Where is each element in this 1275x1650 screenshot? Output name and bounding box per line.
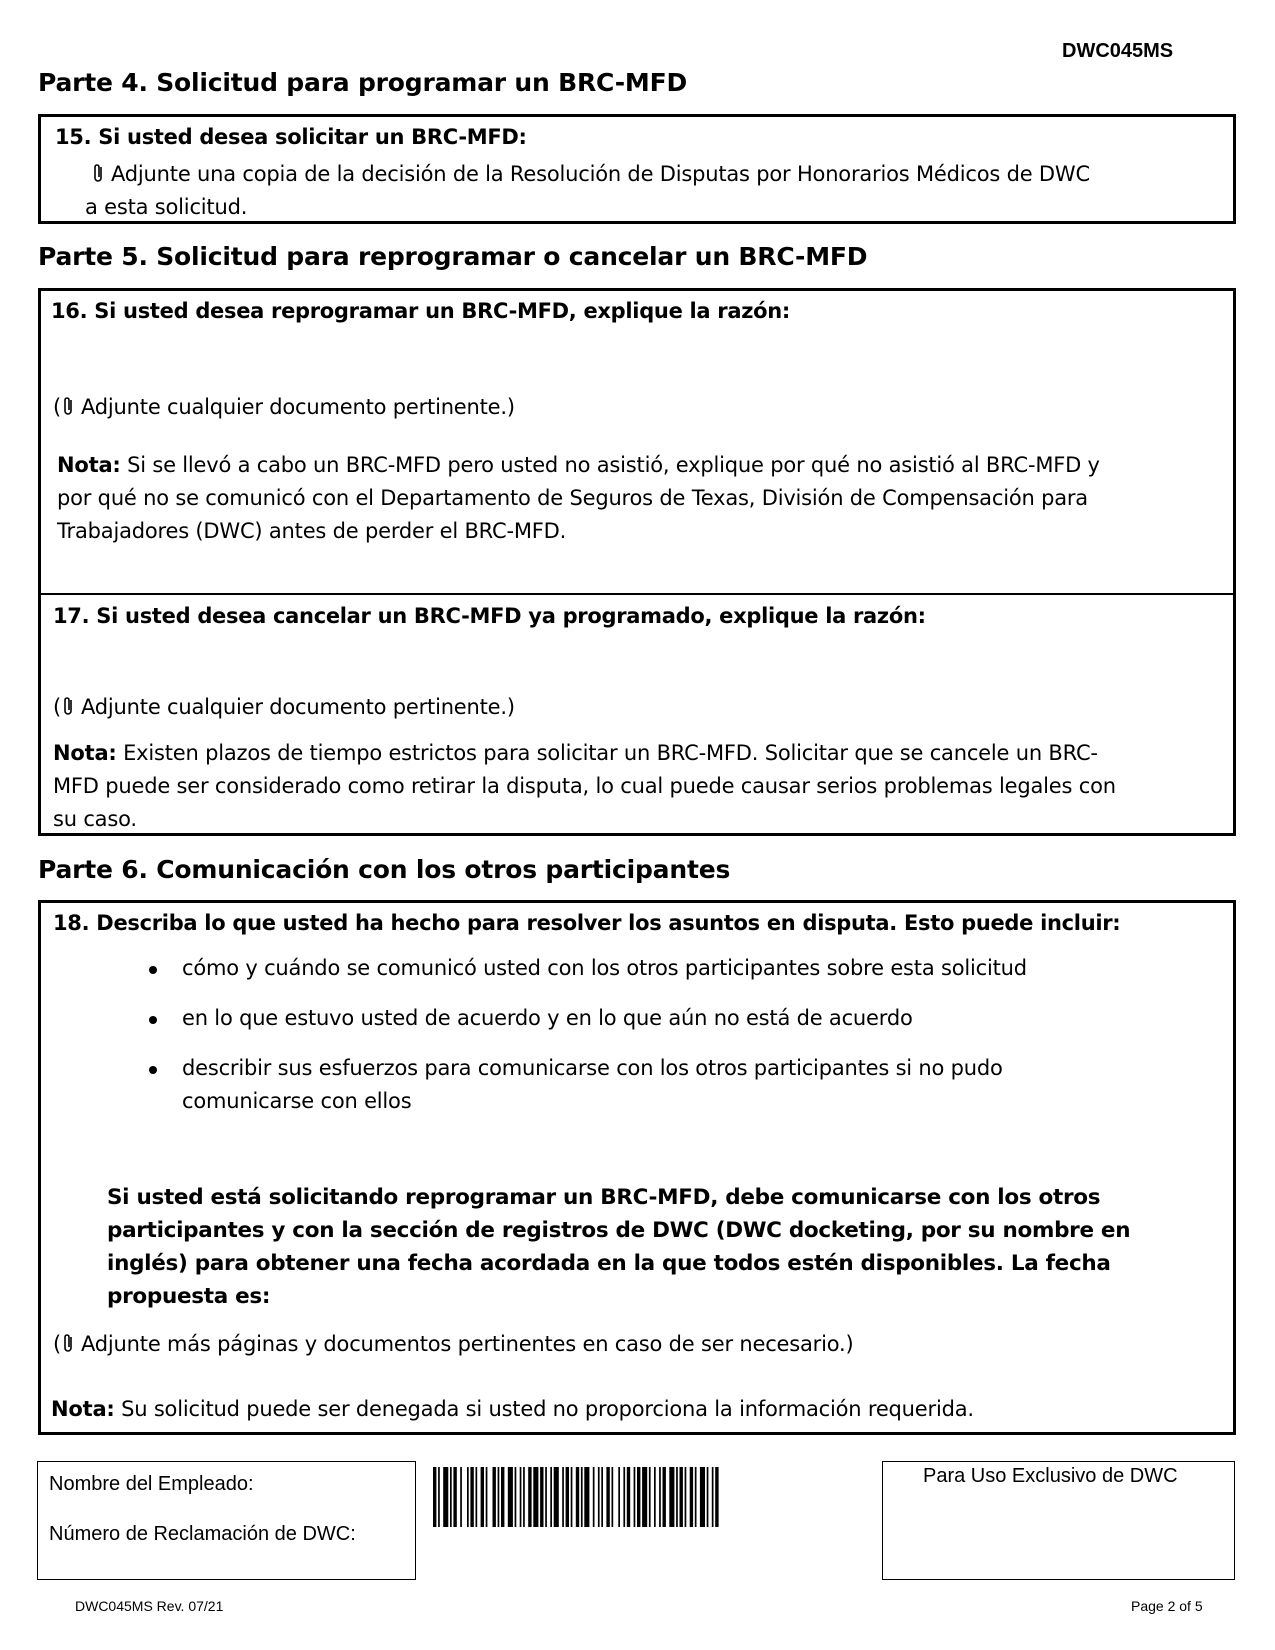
barcode-bar xyxy=(663,1467,666,1527)
part-6-box xyxy=(38,900,1236,1435)
part-4-title: Parte 4. Solicitud para programar un BRC-MFD xyxy=(38,68,688,97)
barcode-bar xyxy=(571,1467,573,1527)
bullet xyxy=(149,1066,157,1074)
question-15-line-1 xyxy=(91,158,1090,191)
barcode-bar xyxy=(634,1467,636,1527)
question-16-attachment xyxy=(53,391,515,424)
barcode-bar xyxy=(715,1467,718,1527)
reschedule-instruction-line-1: Si usted está solicitando reprogramar un BRC-MFD, debe comunicarse con los otros xyxy=(107,1185,1101,1210)
bullet-item-3-continued: comunicarse con ellos xyxy=(182,1089,412,1113)
divider xyxy=(41,593,1233,595)
paperclip-icon xyxy=(91,161,105,183)
reschedule-instruction-line-3: inglés) para obtener una fecha acordada en la que todos estén disponibles. La fecha xyxy=(107,1251,1111,1276)
dwc-use-only-label: Para Uso Exclusivo de DWC xyxy=(923,1465,1178,1487)
paperclip-icon xyxy=(61,694,75,716)
part-5-title: Parte 5. Solicitud para reprogramar o cancelar un BRC-MFD xyxy=(38,242,868,271)
barcode-bar xyxy=(576,1467,579,1527)
employee-name-label: Nombre del Empleado: xyxy=(49,1473,254,1495)
barcode-bar xyxy=(467,1467,469,1527)
barcode-bar xyxy=(438,1467,440,1527)
barcode-bar xyxy=(433,1467,436,1527)
employee-info-box xyxy=(37,1461,416,1580)
question-18-note xyxy=(51,1393,974,1426)
barcode-bar xyxy=(623,1467,625,1527)
barcode-bar xyxy=(690,1467,693,1527)
barcode-bar xyxy=(523,1467,525,1527)
barcode-bar xyxy=(584,1467,589,1527)
barcode-bar xyxy=(601,1467,603,1527)
attachment-text: Adjunte más páginas y documentos pertinentes en caso de ser necesario.) xyxy=(81,1332,854,1356)
barcode-bar xyxy=(460,1467,462,1527)
barcode-bar xyxy=(612,1467,614,1527)
question-16-note-line-2: por qué no se comunicó con el Departamento de Seguros de Texas, División de Compensación para xyxy=(57,486,1088,510)
paren-open: ( xyxy=(53,1332,61,1356)
question-17-note-line-1 xyxy=(53,737,1098,770)
form-code: DWC045MS xyxy=(1062,40,1174,62)
barcode-bar xyxy=(685,1467,687,1527)
barcode-bar xyxy=(470,1467,473,1527)
barcode-bar xyxy=(637,1467,640,1527)
barcode-bar xyxy=(501,1467,504,1527)
barcode-bar xyxy=(498,1467,500,1527)
bullet-item-2: en lo que estuvo usted de acuerdo y en lo que aún no está de acuerdo xyxy=(182,1006,913,1030)
bullet-item-1: cómo y cuándo se comunicó usted con los otros participantes sobre esta solicitud xyxy=(182,956,1027,980)
barcode xyxy=(433,1467,859,1527)
question-17-attachment xyxy=(53,691,515,724)
page-number: Page 2 of 5 xyxy=(1131,1598,1203,1614)
note-label: Nota: xyxy=(53,741,117,765)
barcode-bar xyxy=(695,1467,697,1527)
question-18-label: 18. Describa lo que usted ha hecho para resolver los asuntos en disputa. Esto puede incluir: xyxy=(53,911,1121,935)
barcode-bar xyxy=(700,1467,705,1527)
reschedule-instruction-line-4: propuesta es: xyxy=(107,1284,271,1309)
question-16-note-line-3: Trabajadores (DWC) antes de perder el BRC-MFD. xyxy=(57,519,567,543)
question-16-label: 16. Si usted desea reprogramar un BRC-MFD, explique la razón: xyxy=(51,299,791,323)
barcode-bar xyxy=(649,1467,651,1527)
note-text: Existen plazos de tiempo estrictos para solicitar un BRC-MFD. Solicitar que se cancele un BRC- xyxy=(116,741,1098,765)
barcode-bar xyxy=(562,1467,564,1527)
reschedule-instruction-line-2: participantes y con la sección de registros de DWC (DWC docketing, por su nombre en xyxy=(107,1218,1131,1243)
barcode-bar xyxy=(593,1467,595,1527)
barcode-bar xyxy=(515,1467,517,1527)
question-15-line-2: a esta solicitud. xyxy=(85,195,248,219)
barcode-bar xyxy=(533,1467,538,1527)
question-17-note-line-2: MFD puede ser considerado como retirar la disputa, lo cual puede causar serios problemas legales con xyxy=(53,774,1116,798)
part-5-box xyxy=(38,288,1236,836)
barcode-bar xyxy=(476,1467,478,1527)
barcode-bar xyxy=(654,1467,656,1527)
barcode-bar xyxy=(540,1467,543,1527)
barcode-bar xyxy=(443,1467,448,1527)
barcode-bar xyxy=(566,1467,569,1527)
barcode-bar xyxy=(669,1467,674,1527)
note-label: Nota: xyxy=(57,453,121,477)
barcode-bar xyxy=(493,1467,496,1527)
note-text: Su solicitud puede ser denegada si usted no proporciona la información requerida. xyxy=(114,1397,974,1421)
barcode-bar xyxy=(453,1467,456,1527)
part-6-title: Parte 6. Comunicación con los otros participantes xyxy=(38,855,731,884)
question-17-note-line-3: su caso. xyxy=(53,807,137,831)
barcode-bar xyxy=(618,1467,620,1527)
barcode-bar xyxy=(676,1467,678,1527)
barcode-bar xyxy=(450,1467,452,1527)
claim-number-label: Número de Reclamación de DWC: xyxy=(49,1523,356,1545)
barcode-bar xyxy=(606,1467,609,1527)
bullet-item-3: describir sus esfuerzos para comunicarse con los otros participantes si no pudo xyxy=(182,1056,1003,1080)
note-text: Si se llevó a cabo un BRC-MFD pero usted no asistió, explique por qué no asistió al BRC-MFD y xyxy=(120,453,1100,477)
paren-open: ( xyxy=(53,695,61,719)
note-label: Nota: xyxy=(51,1397,115,1421)
question-17-label: 17. Si usted desea cancelar un BRC-MFD ya programado, explique la razón: xyxy=(53,604,926,628)
barcode-bar xyxy=(481,1467,484,1527)
barcode-bar xyxy=(680,1467,683,1527)
barcode-bar xyxy=(712,1467,714,1527)
barcode-bar xyxy=(581,1467,583,1527)
barcode-bar xyxy=(550,1467,552,1527)
attachment-text: Adjunte cualquier documento pertinente.) xyxy=(81,395,515,419)
barcode-bar xyxy=(520,1467,522,1527)
question-18-attachment xyxy=(53,1328,854,1361)
bullet xyxy=(149,966,157,974)
barcode-bar xyxy=(508,1467,513,1527)
question-16-note-line-1 xyxy=(57,449,1100,482)
paren-open: ( xyxy=(53,395,61,419)
dwc-use-only-box xyxy=(882,1461,1235,1580)
barcode-bar xyxy=(545,1467,547,1527)
attachment-text: Adjunte cualquier documento pertinente.) xyxy=(81,695,515,719)
barcode-bar xyxy=(528,1467,531,1527)
barcode-bar xyxy=(707,1467,709,1527)
question-15-text: Adjunte una copia de la decisión de la Resolución de Disputas por Honorarios Médicos de DWC xyxy=(111,162,1090,186)
barcode-bar xyxy=(642,1467,647,1527)
form-revision: DWC045MS Rev. 07/21 xyxy=(75,1598,224,1614)
bullet xyxy=(149,1016,157,1024)
barcode-bar xyxy=(627,1467,630,1527)
question-15-label: 15. Si usted desea solicitar un BRC-MFD: xyxy=(55,125,527,149)
paperclip-icon xyxy=(61,1331,75,1353)
paperclip-icon xyxy=(61,394,75,416)
part-4-box xyxy=(38,114,1236,224)
barcode-bar xyxy=(554,1467,559,1527)
barcode-bar xyxy=(598,1467,600,1527)
barcode-bar xyxy=(659,1467,661,1527)
barcode-bar xyxy=(486,1467,488,1527)
